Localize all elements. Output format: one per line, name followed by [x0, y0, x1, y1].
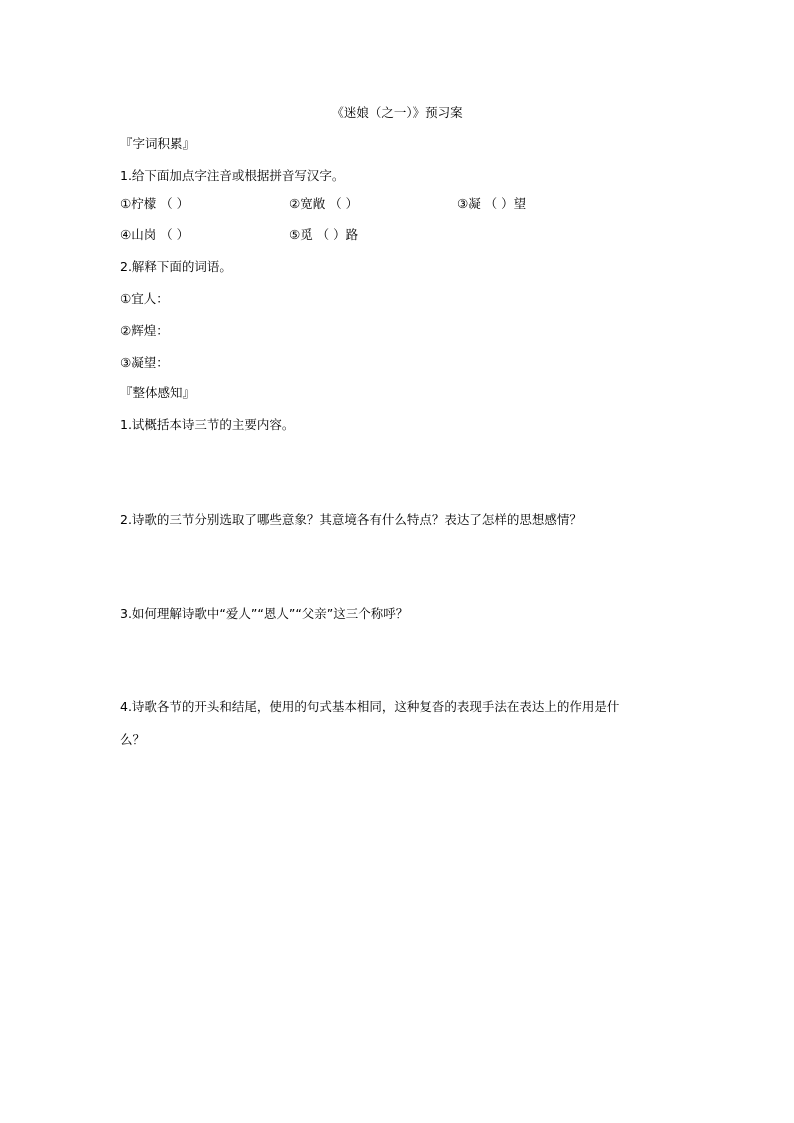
document-title: 《迷娘（之一）》预习案	[331, 105, 463, 120]
question-explain-words: 2.解释下面的词语。	[120, 259, 232, 274]
phonetic-item: ①柠檬 （ ）	[120, 196, 190, 211]
phonetic-item: ②宽敞 （ ）	[289, 196, 359, 211]
question-repetition-line1: 4.诗歌各节的开头和结尾，使用的句式基本相同，这种复沓的表现手法在表达上的作用是什	[120, 699, 620, 714]
question-phonetic: 1.给下面加点字注音或根据拼音写汉字。	[120, 168, 345, 183]
term-item: ③凝望：	[120, 355, 169, 370]
phonetic-item: ⑤觅 （ ）路	[289, 227, 359, 242]
question-imagery: 2.诗歌的三节分别选取了哪些意象？其意境各有什么特点？表达了怎样的思想感情？	[120, 512, 582, 527]
question-repetition-line2: 么？	[120, 732, 146, 747]
phonetic-item: ③凝 （ ）望	[457, 196, 527, 211]
term-item: ①宜人：	[120, 291, 169, 306]
term-item: ②辉煌：	[120, 323, 169, 338]
section-heading-overall: 『整体感知』	[120, 385, 196, 400]
phonetic-item: ④山岗 （ ）	[120, 227, 190, 242]
section-heading-vocabulary: 『字词积累』	[120, 136, 196, 151]
question-appellations: 3.如何理解诗歌中“爱人”“恩人”“父亲”这三个称呼？	[120, 606, 409, 621]
question-summary: 1.试概括本诗三节的主要内容。	[120, 417, 295, 432]
